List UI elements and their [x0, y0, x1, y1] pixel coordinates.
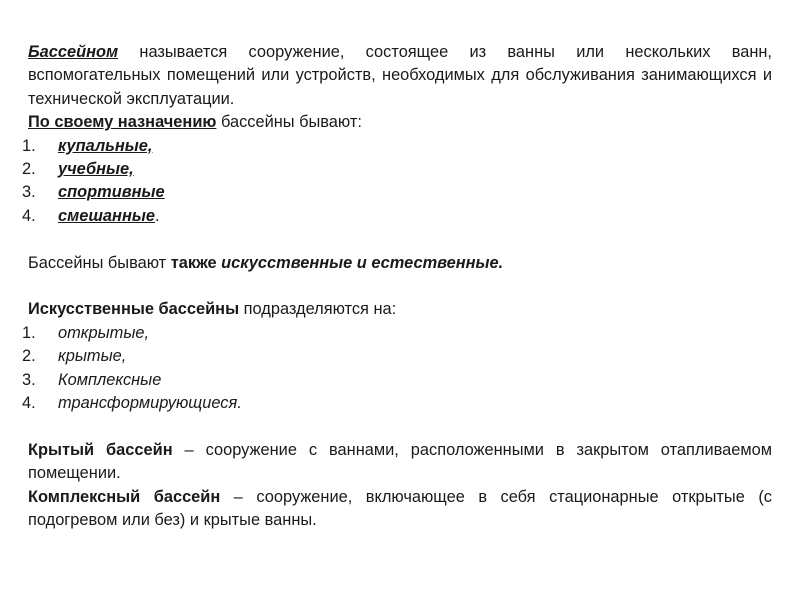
covered-term: Крытый бассейн	[28, 440, 173, 459]
artificial-rest: подразделяются на:	[239, 300, 397, 319]
spacer	[28, 415, 772, 438]
list-item	[22, 322, 772, 345]
list-item-label: крытые,	[58, 347, 127, 366]
kinds-types: искусственные и естественные.	[221, 253, 504, 272]
covered-text: – сооружение с ваннами, расположенными в закрытом отапливаемом помещении.	[28, 440, 773, 483]
artificial-lead: Искусственные бассейны	[28, 300, 240, 319]
list-number: 3.	[22, 183, 36, 202]
list-item-label: смешанные	[58, 206, 155, 225]
spacer	[28, 228, 772, 251]
list-number: 1.	[22, 323, 36, 342]
intro-text: называется сооружение, состоящее из ванны или нескольких ванн, вспомогательных помещений или устройств, необходимых для обслуживания занимающихся и технической эксплуатации.	[28, 43, 772, 108]
list-item	[22, 181, 772, 204]
list-item-label: открытые,	[58, 323, 150, 342]
list-item	[22, 369, 772, 392]
purpose-rest: бассейны бывают:	[216, 113, 362, 132]
slide-content	[22, 41, 773, 532]
covered-definition	[28, 439, 772, 486]
list-item-label: Комплексные	[58, 370, 162, 389]
kinds-paragraph	[28, 252, 772, 275]
complex-term: Комплексный бассейн	[28, 487, 221, 506]
list-number: 2.	[22, 160, 36, 179]
kinds-text: Бассейны бывают	[28, 253, 171, 272]
spacer	[28, 275, 772, 298]
complex-text: – сооружение, включающее в себя стационарные открытые (с подогревом или без) и крытые ванны.	[28, 487, 772, 530]
kinds-also: также	[170, 253, 222, 272]
list-item	[22, 205, 772, 228]
list-item	[22, 158, 772, 181]
list-number: 1.	[22, 136, 36, 155]
list-item	[22, 135, 772, 158]
artificial-heading	[28, 298, 772, 321]
list-number: 3.	[22, 370, 36, 389]
intro-term: Бассейном	[28, 43, 119, 61]
purpose-lead: По своему назначению	[28, 113, 217, 132]
artificial-list	[22, 322, 772, 416]
list-number: 4.	[22, 394, 36, 413]
list-item-trail: .	[154, 206, 160, 225]
list-item	[22, 345, 772, 368]
list-item-label: трансформирующиеся.	[58, 394, 242, 413]
list-item-label: спортивные	[58, 183, 165, 202]
list-item-label: учебные,	[58, 160, 134, 179]
purpose-heading	[28, 111, 772, 134]
list-number: 4.	[22, 206, 36, 225]
purpose-list	[22, 135, 772, 229]
list-item	[22, 392, 772, 415]
complex-definition	[28, 486, 772, 533]
list-number: 2.	[22, 347, 36, 366]
list-item-label: купальные,	[58, 136, 153, 155]
intro-paragraph	[28, 41, 772, 111]
